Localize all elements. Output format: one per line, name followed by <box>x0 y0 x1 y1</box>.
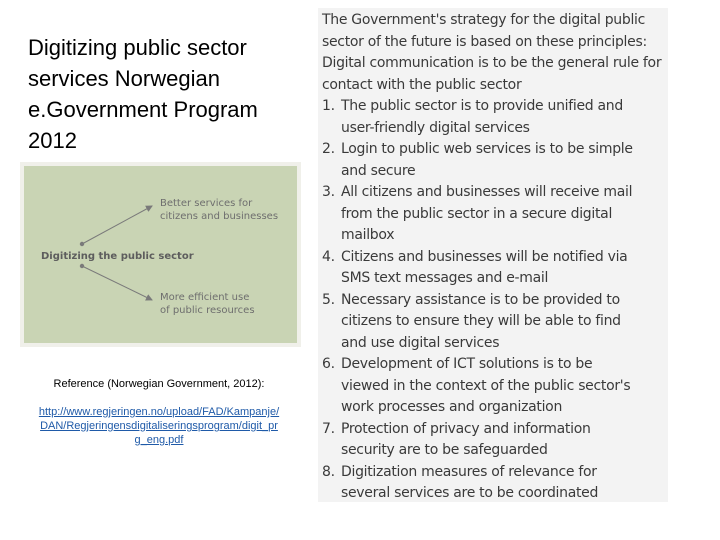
item-line: citizens to ensure they will be able to find <box>341 313 621 329</box>
item-line: Digitization measures of relevance for <box>341 463 597 480</box>
title-line: services Norwegian <box>28 66 220 91</box>
item-line: work processes and organization <box>341 399 563 415</box>
item-number: 8. <box>322 463 335 480</box>
item-number: 5. <box>322 291 335 308</box>
reference-link-line: g_eng.pdf <box>134 434 184 446</box>
arrow-up <box>82 206 152 244</box>
item-line: user-friendly digital services <box>341 119 530 136</box>
item-line: security are to be safeguarded <box>341 442 548 458</box>
principle-item <box>322 290 666 355</box>
item-line: Login to public web services is to be simple <box>341 141 633 157</box>
title-line: Digitizing public sector <box>28 35 247 60</box>
reference-link-line: http://www.regjeringen.no/upload/FAD/Kampanje/ <box>38 406 280 418</box>
item-line: mailbox <box>341 227 395 243</box>
item-number: 1. <box>322 98 335 114</box>
item-number: 2. <box>322 141 335 157</box>
item-line: viewed in the context of the public sector's <box>341 377 631 394</box>
title-line: e.Government Program <box>28 97 258 122</box>
principle-item <box>322 139 666 182</box>
reference-link-line: DAN/Regjeringensdigitaliseringsprogram/digit_pr <box>40 420 278 432</box>
item-line: from the public sector in a secure digital <box>341 205 613 222</box>
diagram-label-digitizing: Digitizing the public sector <box>41 251 194 262</box>
principles-intro <box>322 10 666 96</box>
item-number: 6. <box>322 356 335 372</box>
item-line: and secure <box>341 162 416 179</box>
principles-text <box>322 10 666 505</box>
principles-panel <box>318 8 668 502</box>
diagram-label-line: More efficient use <box>160 292 250 303</box>
principle-item <box>322 96 666 139</box>
intro-line: Digital communication is to be the general rule for <box>322 55 662 71</box>
item-line: several services are to be coordinated <box>341 485 599 501</box>
item-line: SMS text messages and e-mail <box>341 270 549 286</box>
principle-item <box>322 182 666 247</box>
item-number: 3. <box>322 184 335 200</box>
diagram-panel <box>24 166 297 343</box>
principle-item <box>322 354 666 419</box>
diagram-label-efficient-use <box>160 291 255 317</box>
page-title <box>28 32 298 156</box>
diagram-label-line: citizens and businesses <box>160 211 279 222</box>
item-line: and use digital services <box>341 334 500 351</box>
item-line: Necessary assistance is to be provided to <box>341 291 620 308</box>
intro-line: contact with the public sector <box>322 76 522 93</box>
diagram-label-line: of public resources <box>160 305 255 316</box>
strategy-diagram <box>20 162 301 347</box>
item-number: 7. <box>322 420 335 437</box>
item-line: Development of ICT solutions is to be <box>341 356 593 372</box>
item-line: Protection of privacy and information <box>341 420 591 437</box>
intro-line: The Government's strategy for the digital public <box>322 12 646 28</box>
item-line: All citizens and businesses will receive mail <box>341 184 633 200</box>
reference-label: Reference (Norwegian Government, 2012): <box>53 378 265 390</box>
principle-item <box>322 462 666 505</box>
diagram-label-better-services <box>160 197 278 223</box>
principle-item <box>322 247 666 290</box>
diagram-label-line: Better services for <box>160 198 253 209</box>
item-line: The public sector is to provide unified and <box>341 98 623 114</box>
item-line: Citizens and businesses will be notified via <box>341 248 628 265</box>
intro-line: sector of the future is based on these principles: <box>322 33 647 50</box>
reference-link[interactable] <box>24 405 294 447</box>
item-number: 4. <box>322 248 335 265</box>
title-line: 2012 <box>28 128 77 153</box>
arrow-down <box>82 266 152 300</box>
reference-block <box>24 377 294 447</box>
principle-item <box>322 419 666 462</box>
